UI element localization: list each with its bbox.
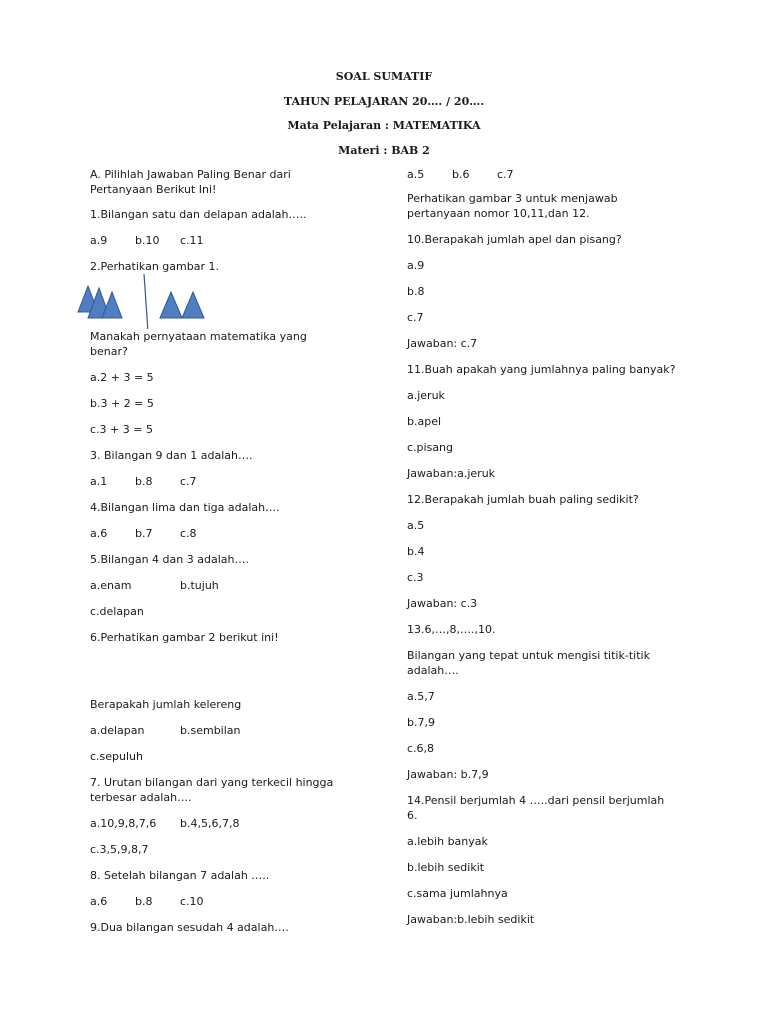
question-9-options	[407, 167, 677, 182]
option-b: b.lebih sedikit	[407, 861, 485, 874]
answer-12: Jawaban: c.3	[407, 597, 478, 610]
option-c: c.delapan	[90, 605, 144, 618]
figure-3-note: Perhatikan gambar 3 untuk menjawab pertanyaan nomor 10,11,dan 12.	[407, 192, 618, 220]
option-a: a.lebih banyak	[407, 835, 488, 848]
question-13-prompt: Bilangan yang tepat untuk mengisi titik-titik adalah….	[407, 649, 650, 677]
option-b: b.7	[135, 527, 153, 540]
option-b: b.3 + 2 = 5	[90, 397, 154, 410]
question-5-options	[90, 578, 340, 593]
option-b: b.6	[452, 168, 470, 181]
worksheet-header	[0, 70, 768, 168]
option-c: c.7	[180, 475, 197, 488]
question-6-prompt: Berapakah jumlah kelereng	[90, 698, 242, 711]
option-a: a.1	[90, 475, 108, 488]
option-b: b.8	[407, 285, 425, 298]
right-column	[407, 167, 677, 927]
option-b: b.10	[135, 234, 160, 247]
question-1-options	[90, 233, 340, 248]
question-13: 13.6,…,8,….,10.	[407, 623, 496, 636]
option-b: b.8	[135, 475, 153, 488]
option-a: a.6	[90, 895, 108, 908]
question-4-options	[90, 526, 340, 541]
question-7-options	[90, 816, 340, 831]
question-8: 8. Setelah bilangan 7 adalah …..	[90, 869, 270, 882]
question-8-options	[90, 894, 340, 909]
option-a: a.9	[407, 259, 425, 272]
figure-1	[76, 274, 226, 329]
question-2-prompt: Manakah pernyataan matematika yang benar?	[90, 330, 307, 358]
option-b: b.apel	[407, 415, 442, 428]
option-c: c.sepuluh	[90, 750, 143, 763]
subject-line: Mata Pelajaran : MATEMATIKA	[287, 119, 481, 132]
triangle-shape	[160, 292, 182, 318]
answer-10: Jawaban: c.7	[407, 337, 478, 350]
option-c: c.sama jumlahnya	[407, 887, 508, 900]
option-c: c.3	[407, 571, 424, 584]
option-b: b.7,9	[407, 716, 435, 729]
question-12: 12.Berapakah jumlah buah paling sedikit?	[407, 493, 639, 506]
divider-line	[144, 274, 148, 329]
option-b: b.tujuh	[180, 579, 219, 592]
option-a: a.enam	[90, 579, 132, 592]
option-b: b.4,5,6,7,8	[180, 817, 240, 830]
triangle-shape	[182, 292, 204, 318]
instruction-text: A. Pilihlah Jawaban Paling Benar dari Pertanyaan Berikut Ini!	[90, 168, 291, 196]
option-c: c.11	[180, 234, 204, 247]
option-a: a.jeruk	[407, 389, 445, 402]
option-a: a.5	[407, 519, 425, 532]
option-c: c.pisang	[407, 441, 454, 454]
option-a: a.9	[90, 234, 108, 247]
option-b: b.4	[407, 545, 425, 558]
question-2: 2.Perhatikan gambar 1.	[90, 260, 219, 273]
option-a: a.10,9,8,7,6	[90, 817, 157, 830]
question-4: 4.Bilangan lima dan tiga adalah….	[90, 501, 280, 514]
option-c: c.6,8	[407, 742, 435, 755]
option-b: b.sembilan	[180, 724, 241, 737]
option-c: c.7	[407, 311, 424, 324]
left-column	[90, 167, 340, 935]
option-a: a.delapan	[90, 724, 145, 737]
option-a: a.6	[90, 527, 108, 540]
question-3: 3. Bilangan 9 dan 1 adalah….	[90, 449, 253, 462]
figure-2-area	[90, 645, 340, 697]
answer-11: Jawaban:a.jeruk	[407, 467, 496, 480]
question-6-options	[90, 723, 340, 738]
question-1: 1.Bilangan satu dan delapan adalah…..	[90, 208, 307, 221]
option-c: c.3,5,9,8,7	[90, 843, 149, 856]
option-b: b.8	[135, 895, 153, 908]
question-6: 6.Perhatikan gambar 2 berikut ini!	[90, 631, 279, 644]
question-14: 14.Pensil berjumlah 4 …..dari pensil berjumlah 6.	[407, 794, 665, 822]
material-line: Materi : BAB 2	[338, 143, 430, 157]
worksheet-title: SOAL SUMATIF	[335, 70, 433, 83]
answer-13: Jawaban: b.7,9	[407, 768, 489, 781]
question-3-options	[90, 474, 340, 489]
question-9: 9.Dua bilangan sesudah 4 adalah….	[90, 921, 289, 934]
answer-14: Jawaban:b.lebih sedikit	[407, 913, 535, 926]
question-10: 10.Berapakah jumlah apel dan pisang?	[407, 233, 622, 246]
option-a: a.2 + 3 = 5	[90, 371, 154, 384]
option-c: c.7	[497, 168, 514, 181]
option-c: c.10	[180, 895, 204, 908]
option-a: a.5	[407, 168, 425, 181]
option-c: c.3 + 3 = 5	[90, 423, 153, 436]
option-a: a.5,7	[407, 690, 435, 703]
academic-year: TAHUN PELAJARAN 20…. / 20….	[283, 94, 485, 108]
triangles-figure	[76, 274, 226, 329]
question-7: 7. Urutan bilangan dari yang terkecil hingga terbesar adalah….	[90, 776, 334, 804]
question-5: 5.Bilangan 4 dan 3 adalah….	[90, 553, 249, 566]
question-11: 11.Buah apakah yang jumlahnya paling banyak?	[407, 363, 676, 376]
option-c: c.8	[180, 527, 197, 540]
